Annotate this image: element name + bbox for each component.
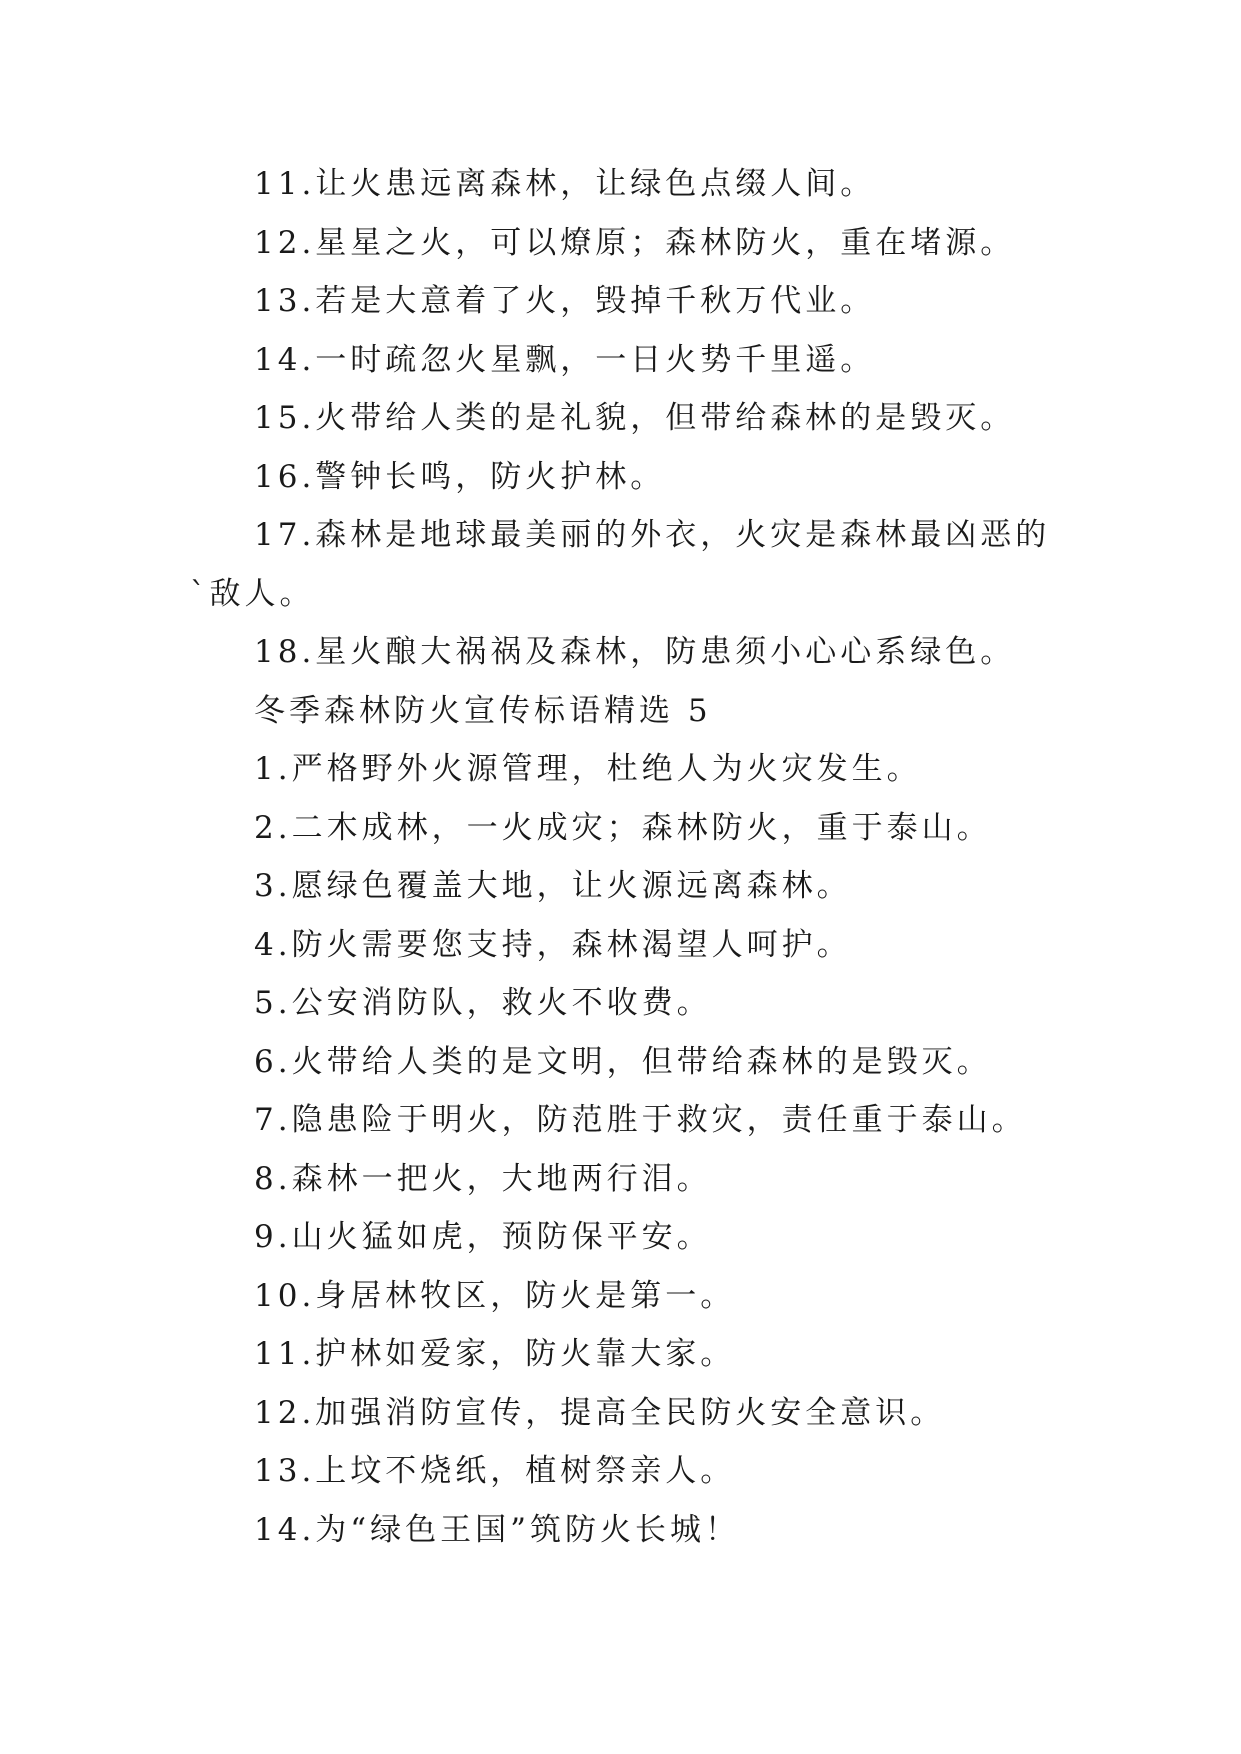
section-heading: 冬季森林防火宣传标语精选 5: [254, 692, 712, 729]
slogan-line: 13.上坟不烧纸，植树祭亲人。: [254, 1453, 736, 1489]
document-body: [190, 155, 1060, 1559]
slogan-line: 9.山火猛如虎，预防保平安。: [254, 1219, 712, 1255]
slogan-line: 14.一时疏忽火星飘，一日火势千里遥。: [254, 341, 876, 378]
slogan-line: 18.星火酿大祸祸及森林，防患须小心心系绿色。: [254, 634, 1016, 670]
slogan-line: 7.隐患险于明火，防范胜于救灾，责任重于泰山。: [254, 1102, 1027, 1138]
slogan-line: 11.让火患远离森林，让绿色点缀人间。: [254, 166, 876, 202]
slogan-line: 15.火带给人类的是礼貌，但带给森林的是毁灭。: [254, 400, 1016, 436]
slogan-line: 13.若是大意着了火，毁掉千秋万代业。: [254, 283, 876, 319]
slogan-line: 6.火带给人类的是文明，但带给森林的是毁灭。: [254, 1043, 992, 1080]
slogan-line: 10.身居林牧区，防火是第一。: [254, 1277, 736, 1314]
slogan-line: 11.护林如爱家，防火靠大家。: [254, 1336, 736, 1372]
slogan-line: 16.警钟长鸣，防火护林。: [254, 458, 666, 495]
slogan-line: 1.严格野外火源管理，杜绝人为火灾发生。: [254, 751, 922, 787]
slogan-line: 12.星星之火，可以燎原；森林防火，重在堵源。: [254, 224, 1016, 261]
slogan-line: 12.加强消防宣传，提高全民防火安全意识。: [254, 1394, 946, 1431]
slogan-line: 17.森林是地球最美丽的外衣，火灾是森林最凶恶的`敌人。: [190, 517, 1051, 612]
slogan-line: 2.二木成林，一火成灾；森林防火，重于泰山。: [254, 809, 992, 846]
slogan-line: 14.为“绿色王国”筑防火长城！: [254, 1511, 740, 1548]
slogan-line: 3.愿绿色覆盖大地，让火源远离森林。: [254, 868, 852, 904]
slogan-line: 5.公安消防队，救火不收费。: [254, 985, 712, 1021]
slogan-line: 4.防火需要您支持，森林渴望人呵护。: [254, 926, 852, 963]
slogan-line: 8.森林一把火，大地两行泪。: [254, 1160, 712, 1197]
